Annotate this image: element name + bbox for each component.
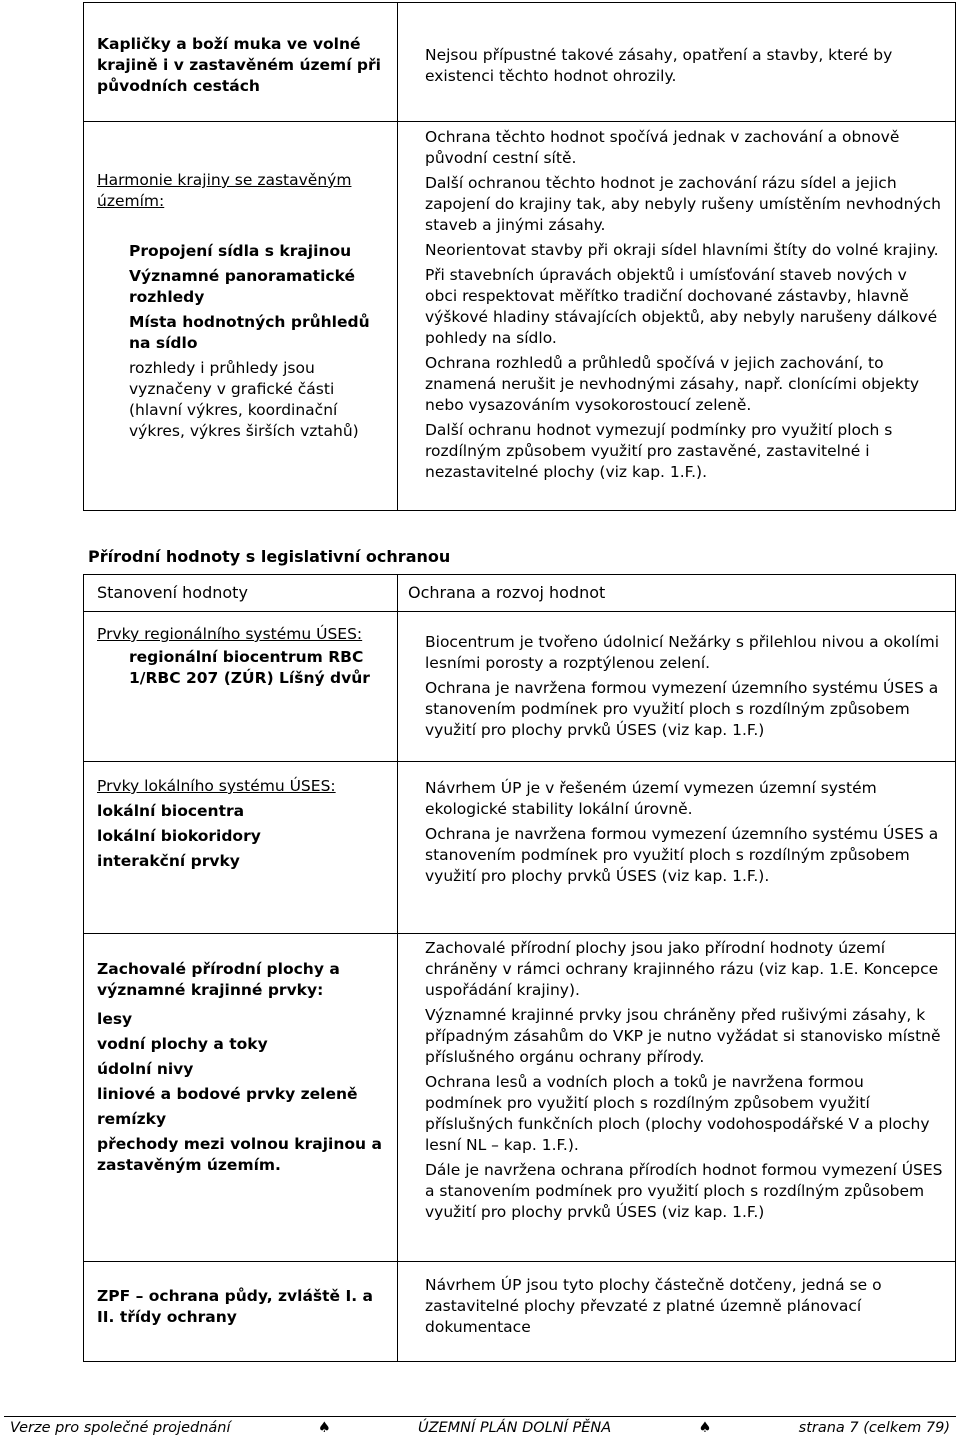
protection-text: Další ochranou těchto hodnot je zachování rázu sídel a jejich zapojení do krajiny tak, aby nebyly rušeny umístěním nevhodných staveb a jinými zásahy. xyxy=(425,174,941,234)
table-row xyxy=(84,761,955,933)
protection-cell xyxy=(398,612,955,761)
footer-version: Verze pro společné projednání xyxy=(10,1420,231,1436)
list-item: liniové a bodové prvky zeleně xyxy=(97,1085,358,1103)
value-cell xyxy=(84,1262,398,1361)
protection-text: Další ochranu hodnot vymezují podmínky pro využití ploch s rozdílným způsobem využití pro zastavěné, zastavitelné i nezastavitelné plochy (viz kap. 1.F.). xyxy=(425,421,893,481)
value-item: Propojení sídla s krajinou xyxy=(129,242,352,260)
protection-text: Ochrana je navržena formou vymezení územního systému ÚSES a stanovením podmínek pro využití ploch s rozdílným způsobem využití pro plochy prvků ÚSES (viz kap. 1.F.) xyxy=(425,679,939,739)
value-title: Prvky regionálního systému ÚSES: xyxy=(97,625,363,643)
value-item: Místa hodnotných průhledů na sídlo xyxy=(129,313,370,352)
value-cell xyxy=(84,3,398,121)
protection-cell xyxy=(398,1262,955,1361)
protection-text: Ochrana rozhledů a průhledů spočívá v jejich zachování, to znamená nerušit je nevhodnými zásahy, např. clonícími objekty nebo vysazováním vysokorostoucí zeleně. xyxy=(425,354,920,414)
protection-text: Návrhem ÚP jsou tyto plochy částečně dotčeny, jedná se o zastavitelné plochy převzaté z platné územně plánovací dokumentace xyxy=(425,1276,882,1336)
table-natural-values xyxy=(83,574,956,1362)
list-item: přechody mezi volnou krajinou a zastavěným územím. xyxy=(97,1135,382,1174)
value-cell xyxy=(84,762,398,933)
value-cell xyxy=(84,122,398,510)
value-items xyxy=(97,801,387,872)
protection-text: Ochrana lesů a vodních ploch a toků je navržena formou podmínek pro využití ploch s rozdílným způsobem využití příslušných funkčních ploch (plochy vodohospodářské V a plochy lesní NL – kap. 1.F.). xyxy=(425,1073,930,1154)
column-header-protection: Ochrana a rozvoj hodnot xyxy=(408,583,606,602)
protection-text: Biocentrum je tvořeno údolnicí Nežárky s přilehlou nivou a okolími lesními porosty a rozptýlenou zelení. xyxy=(425,633,940,672)
protection-text: Významné krajinné prvky jsou chráněny před rušivými zásahy, k případným zásahům do VKP je nutno vyžádat si stanovisko místně příslušného orgánu ochrany přírody. xyxy=(425,1006,941,1066)
value-cell xyxy=(84,934,398,1261)
value-items xyxy=(97,1009,387,1176)
footer-page-number: strana 7 (celkem 79) xyxy=(798,1420,950,1436)
value-title: Kapličky a boží muka ve volné krajině i v zastavěném území při původních cestách xyxy=(97,35,381,95)
protection-text: Návrhem ÚP je v řešeném území vymezen územní systém ekologické stability lokální úrovně. xyxy=(425,779,877,818)
protection-cell xyxy=(398,3,955,121)
protection-text: Dále je navržena ochrana přírodích hodnot formou vymezení ÚSES a stanovením podmínek pro využití ploch s rozdílným způsobem využití pro plochy prvků ÚSES (viz kap. 1.F.) xyxy=(425,1161,943,1221)
value-item: Významné panoramatické rozhledy xyxy=(129,267,355,306)
value-items xyxy=(97,241,387,442)
value-title: Harmonie krajiny se zastavěným územím: xyxy=(97,171,352,210)
table-row xyxy=(84,121,955,510)
protection-cell xyxy=(398,762,955,933)
protection-cell xyxy=(398,934,955,1261)
protection-text: Ochrana je navržena formou vymezení územního systému ÚSES a stanovením podmínek pro využití ploch s rozdílným způsobem využití pro plochy prvků ÚSES (viz kap. 1.F.). xyxy=(425,825,939,885)
column-header-value: Stanovení hodnoty xyxy=(84,575,398,611)
value-title: Zachovalé přírodní plochy a významné krajinné prvky: xyxy=(97,960,340,999)
table-row xyxy=(84,933,955,1261)
footer-document-title: ÚZEMNÍ PLÁN DOLNÍ PĚNA xyxy=(417,1420,612,1436)
page-footer xyxy=(4,1416,956,1438)
table-row xyxy=(84,611,955,761)
value-cell xyxy=(84,612,398,761)
value-item: regionální biocentrum RBC 1/RBC 207 (ZÚR) Líšný dvůr xyxy=(129,648,370,687)
spade-icon: ♠ xyxy=(698,1420,712,1436)
list-item: lokální biokoridory xyxy=(97,827,261,845)
protection-text: Ochrana těchto hodnot spočívá jednak v zachování a obnově původní cestní sítě. xyxy=(425,128,900,167)
list-item: lokální biocentra xyxy=(97,802,245,820)
table-row xyxy=(84,3,955,121)
list-item: remízky xyxy=(97,1110,167,1128)
table-header-row xyxy=(84,575,955,611)
spade-icon: ♠ xyxy=(317,1420,331,1436)
table-row xyxy=(84,1261,955,1361)
list-item: vodní plochy a toky xyxy=(97,1035,268,1053)
value-title: ZPF – ochrana půdy, zvláště I. a II. třídy ochrany xyxy=(97,1287,373,1326)
protection-text: Neorientovat stavby při okraji sídel hlavními štíty do volné krajiny. xyxy=(425,241,939,259)
table-cultural-values xyxy=(83,2,956,511)
list-item: lesy xyxy=(97,1010,133,1028)
value-title: Prvky lokálního systému ÚSES: xyxy=(97,777,336,795)
section-heading: Přírodní hodnoty s legislativní ochranou xyxy=(88,547,451,566)
list-item: údolní nivy xyxy=(97,1060,194,1078)
protection-text: Při stavebních úpravách objektů i umísťování staveb nových v obci respektovat měřítko tradiční dochované zástavby, hlavně výškové hladiny stávajících objektů, aby nebyly narušeny dálkové pohledy na sídlo. xyxy=(425,266,938,347)
protection-text: Nejsou přípustné takové zásahy, opatření a stavby, které by existenci těchto hodnot ohrozily. xyxy=(425,46,893,85)
list-item: interakční prvky xyxy=(97,852,240,870)
protection-text: Zachovalé přírodní plochy jsou jako přírodní hodnoty území chráněny v rámci ochrany krajinného rázu (viz kap. 1.E. Koncepce uspořádání krajiny). xyxy=(425,939,939,999)
protection-cell xyxy=(398,122,955,510)
value-note: rozhledy i průhledy jsou vyznačeny v grafické části (hlavní výkres, koordinační výkres, výkres širších vztahů) xyxy=(129,359,359,440)
